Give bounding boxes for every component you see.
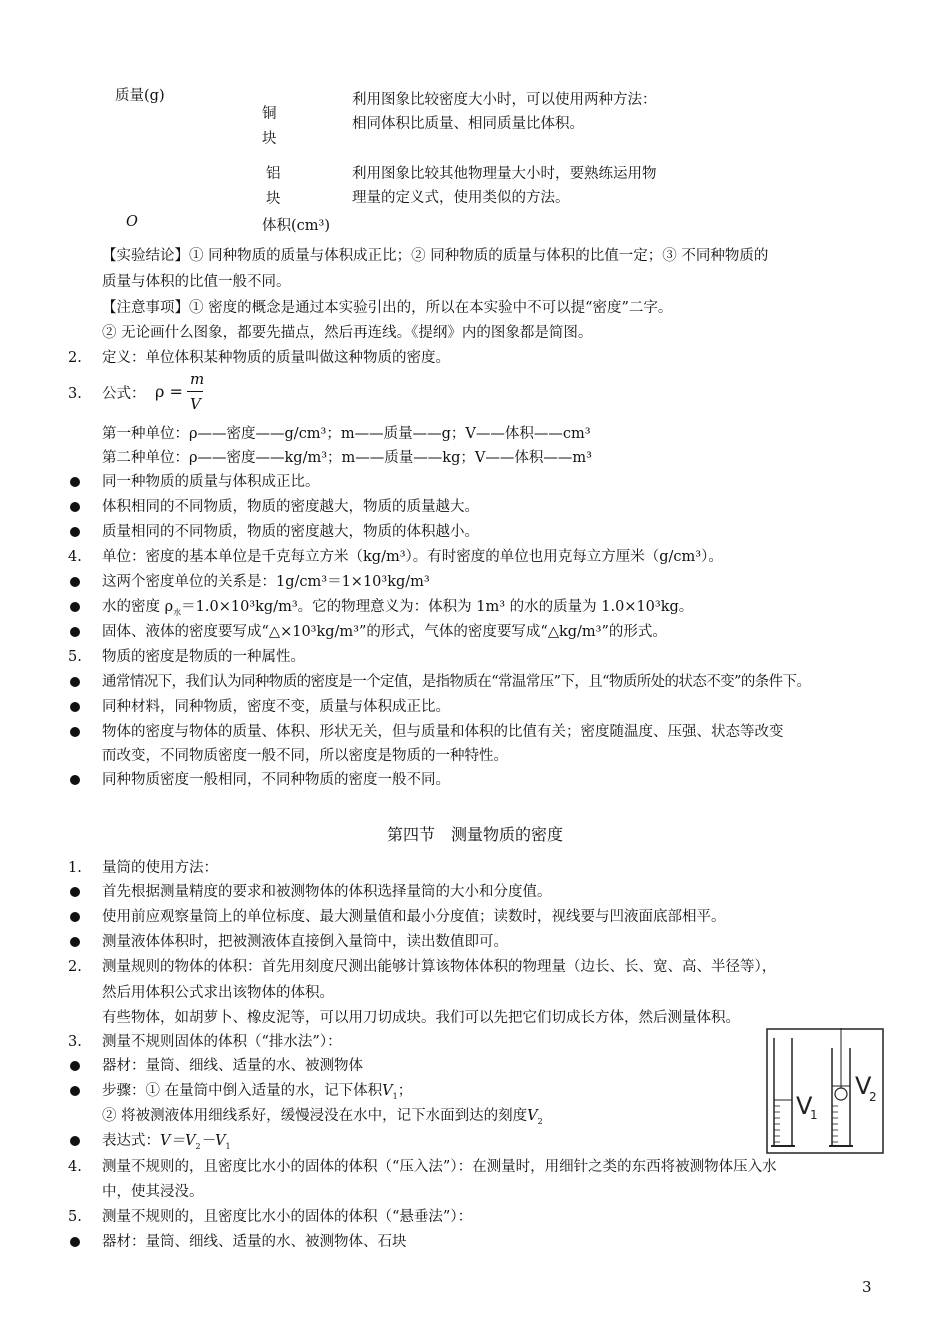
formula-label: 公式： xyxy=(102,386,146,402)
step-2-v: V xyxy=(527,1108,538,1124)
press-in-method-1: 测量不规则的，且密度比水小的固体的体积（“压入法”）：在测量时，用细针之类的东西将被测物体压入水 xyxy=(102,1159,777,1175)
regular-volume-2: 然后用体积公式求出该物体的体积。 xyxy=(102,985,334,1001)
cylinders-svg xyxy=(766,1028,884,1154)
formula-denominator: V xyxy=(190,395,201,413)
svg-text:V: V xyxy=(855,1072,872,1100)
item-number-5: 5. xyxy=(68,649,82,665)
graph-aluminum-label-2: 块 xyxy=(266,191,281,207)
attribute-text: 物质的密度是物质的一种属性。 xyxy=(102,649,305,665)
step-1-end: ； xyxy=(397,1083,413,1099)
bullet-text-10: 同种物质密度一般相同，不同种物质的密度一般不同。 xyxy=(102,772,450,788)
step-2-line xyxy=(102,1106,543,1132)
graph-y-label: 质量(g) xyxy=(115,88,165,104)
graph-note-2b: 理量的定义式，使用类似的方法。 xyxy=(352,190,570,206)
expression-minus: －V xyxy=(200,1133,226,1149)
bullet-text-9a: 物体的密度与物体的质量、体积、形状无关，但与质量和体积的比值有关；密度随温度、压强、状态等改变 xyxy=(102,724,784,740)
irregular-volume: 测量不规则固体的体积（“排水法”）： xyxy=(102,1034,342,1050)
bullet-text-1: 同一种物质的质量与体积成正比。 xyxy=(102,474,320,490)
bullet-icon xyxy=(70,477,80,487)
item-number-m4: 4. xyxy=(68,1159,82,1175)
regular-volume-1: 测量规则的物体的体积：首先用刻度尺测出能够计算该物体体积的物理量（边长、长、宽、高、半径等）， xyxy=(102,959,777,975)
density-definition: 定义：单位体积某种物质的质量叫做这种物质的密度。 xyxy=(102,350,450,366)
bullet-text-8: 同种材料，同种物质，密度不变，质量与体积成正比。 xyxy=(102,699,450,715)
notice-line-2: ② 无论画什么图象，都要先描点，然后再连线。《提纲》内的图象都是简图。 xyxy=(102,325,593,341)
expression-v: V＝V xyxy=(160,1133,196,1149)
bullet-icon xyxy=(70,887,80,897)
bullet-text-6: 固体、液体的密度要写成“△×10³kg/m³”的形式，气体的密度要写成“△kg/m³”的形式。 xyxy=(102,624,667,640)
svg-text:V: V xyxy=(796,1092,813,1120)
svg-text:2: 2 xyxy=(869,1090,877,1104)
graph-copper-label-1: 铜 xyxy=(262,106,277,122)
bullet-icon xyxy=(70,677,80,687)
bullet-text-m5 xyxy=(102,1081,412,1107)
graph-note-2a: 利用图象比较其他物理量大小时，要熟练运用物 xyxy=(352,166,657,182)
item-number-4: 4. xyxy=(68,549,82,565)
expression-sub-2: 2 xyxy=(195,1141,201,1151)
graph-aluminum-label-1: 铝 xyxy=(266,166,281,182)
item-number-m3: 3. xyxy=(68,1034,82,1050)
regular-volume-3: 有些物体，如胡萝卜、橡皮泥等，可以用刀切成块。我们可以先把它们切成长方体，然后测量体积。 xyxy=(102,1010,740,1026)
item-number-m5: 5. xyxy=(68,1209,82,1225)
bullet-icon xyxy=(70,937,80,947)
step-1-text: 步骤：① 在量筒中倒入适量的水，记下体积 xyxy=(102,1083,383,1099)
section-title: 第四节 测量物质的密度 xyxy=(386,825,563,844)
unit-line-1: 第一种单位：ρ——密度——g/cm³；m——质量——g；V——体积——cm³ xyxy=(102,426,591,442)
svg-text:1: 1 xyxy=(810,1108,818,1122)
step-2-text: ② 将被测液体用细线系好，缓慢浸没在水中，记下水面到达的刻度 xyxy=(102,1108,528,1124)
bullet-icon xyxy=(70,702,80,712)
bullet-icon xyxy=(70,1136,80,1146)
item-number-2: 2. xyxy=(68,350,82,366)
bullet-text-m1: 首先根据测量精度的要求和被测物体的体积选择量筒的大小和分度值。 xyxy=(102,884,552,900)
bullet-icon xyxy=(70,1061,80,1071)
step-1-sub: 1 xyxy=(392,1091,398,1101)
step-1-v: V xyxy=(382,1083,393,1099)
bullet-icon xyxy=(70,1237,80,1247)
bullet-icon xyxy=(70,627,80,637)
unit-line-2: 第二种单位：ρ——密度——kg/m³；m——质量——kg；V——体积——m³ xyxy=(102,450,592,466)
cylinder-usage: 量筒的使用方法： xyxy=(102,860,218,876)
formula-numerator: m xyxy=(190,370,205,388)
bullet-icon xyxy=(70,1086,80,1096)
bullet-icon xyxy=(70,577,80,587)
bullet-icon xyxy=(70,602,80,612)
page-number: 3 xyxy=(862,1278,872,1296)
measuring-cylinder-illustration xyxy=(766,1028,884,1154)
bullet-icon xyxy=(70,912,80,922)
item-number-3: 3. xyxy=(68,386,82,402)
expression-line xyxy=(102,1131,231,1157)
water-subscript: 水 xyxy=(173,607,182,617)
bullet-icon xyxy=(70,727,80,737)
graph-copper-label-2: 块 xyxy=(262,131,277,147)
bullet-text-2: 体积相同的不同物质，物质的密度越大，物质的质量越大。 xyxy=(102,499,479,515)
bullet-text-4: 这两个密度单位的关系是：1g/cm³＝1×10³kg/m³ xyxy=(102,574,430,590)
bullet-text-m7: 器材：量筒、细线、适量的水、被测物体、石块 xyxy=(102,1234,407,1250)
water-density-label: 水的密度 ρ xyxy=(102,599,174,615)
bullet-icon xyxy=(70,775,80,785)
unit-text: 单位：密度的基本单位是千克每立方米（kg/m³）。有时密度的单位也用克每立方厘米（g/cm³）。 xyxy=(102,549,723,565)
bullet-text-m3: 测量液体体积时，把被测液体直接倒入量筒中，读出数值即可。 xyxy=(102,934,508,950)
graph-note-1a: 利用图象比较密度大小时，可以使用两种方法： xyxy=(352,92,657,108)
step-2-sub: 2 xyxy=(537,1116,543,1126)
bullet-text-3: 质量相同的不同物质，物质的密度越大，物质的体积越小。 xyxy=(102,524,479,540)
fraction-bar xyxy=(187,391,203,392)
bullet-text-9b: 而改变，不同物质密度一般不同，所以密度是物质的一种特性。 xyxy=(102,748,508,764)
conclusion-line-2: 质量与体积的比值一般不同。 xyxy=(102,274,291,290)
expression-label: 表达式： xyxy=(102,1133,160,1149)
hanging-method: 测量不规则的，且密度比水小的固体的体积（“悬垂法”）： xyxy=(102,1209,473,1225)
press-in-method-2: 中，使其浸没。 xyxy=(102,1184,204,1200)
expression-sub-1: 1 xyxy=(225,1141,231,1151)
item-number-1: 1. xyxy=(68,860,82,876)
notice-line-1: 【注意事项】① 密度的概念是通过本实验引出的，所以在本实验中不可以提“密度”二字。 xyxy=(102,300,673,316)
bullet-text-m2: 使用前应观察量筒上的单位标度、最大测量值和最小分度值；读数时，视线要与凹液面底部相平。 xyxy=(102,909,726,925)
conclusion-line-1: 【实验结论】① 同种物质的质量与体积成正比；② 同种物质的质量与体积的比值一定；③ 不同种物质的 xyxy=(102,248,769,264)
bullet-text-5 xyxy=(102,597,693,623)
graph-x-label: 体积(cm³) xyxy=(262,218,330,234)
bullet-text-7: 通常情况下，我们认为同种物质的密度是一个定值，是指物质在“常温常压”下，且“物质所处的状态不变”的条件下。 xyxy=(102,674,811,690)
water-density-text: ＝1.0×10³kg/m³。它的物理意义为：体积为 1m³ 的水的质量为 1.0×10³kg。 xyxy=(181,599,694,615)
formula-rho: ρ = xyxy=(155,382,183,401)
bullet-text-m4: 器材：量筒、细线、适量的水、被测物体 xyxy=(102,1058,363,1074)
bullet-icon xyxy=(70,502,80,512)
graph-origin: O xyxy=(126,214,138,230)
graph-note-1b: 相同体积比质量、相同质量比体积。 xyxy=(352,116,584,132)
bullet-icon xyxy=(70,527,80,537)
item-number-m2: 2. xyxy=(68,959,82,975)
